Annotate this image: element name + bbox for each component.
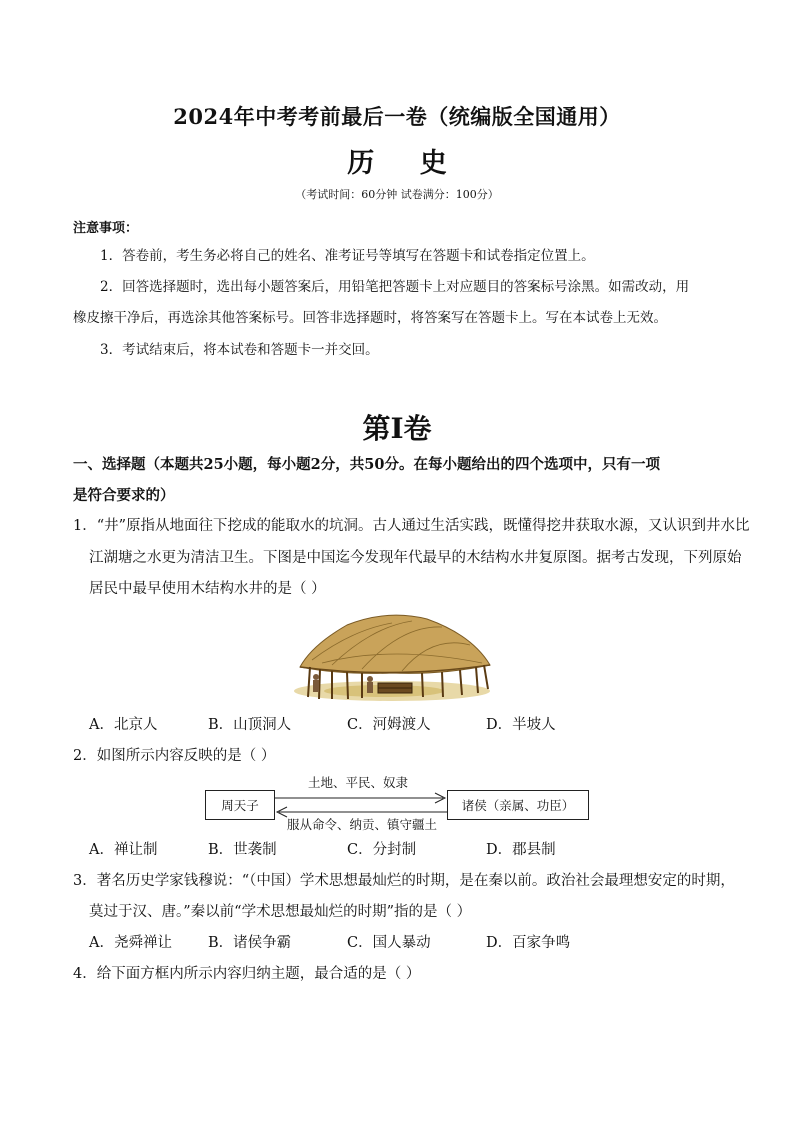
q3-option-c: C．国人暴动 bbox=[347, 935, 431, 951]
q2-option-c: C．分封制 bbox=[347, 842, 417, 858]
q3-line-2: 莫过于汉、唐。”秦以前“学术思想最灿烂的时期”指的是（ ） bbox=[89, 904, 472, 920]
q3-line-1: 3．著名历史学家钱穆说：“（中国）学术思想最灿烂的时期，是在秦以前。政治社会最理想安定的时期， bbox=[73, 873, 735, 889]
q1-option-c: C．河姆渡人 bbox=[347, 717, 431, 733]
wooden-well-reconstruction-image bbox=[292, 605, 498, 703]
q2-diagram-bottom-label: 服从命令、纳贡、镇守疆土 bbox=[287, 817, 438, 832]
exam-info: （考试时间：60分钟 试卷满分：100分） bbox=[295, 188, 499, 201]
part-title: 第Ⅰ卷 bbox=[362, 412, 432, 445]
q2-option-d: D．郡县制 bbox=[486, 842, 556, 858]
notice-item-2-line-2: 橡皮擦干净后，再选涂其他答案标号。回答非选择题时，将答案写在答题卡上。写在本试卷上无效。 bbox=[73, 310, 667, 326]
q2-stem: 2．如图所示内容反映的是（ ） bbox=[73, 748, 276, 764]
q1-option-a: A．北京人 bbox=[89, 717, 158, 733]
q1-option-b: B．山顶洞人 bbox=[208, 717, 292, 733]
section-header-line-2: 是符合要求的） bbox=[73, 487, 175, 504]
q2-option-b: B．世袭制 bbox=[208, 842, 277, 858]
q3-option-d: D．百家争鸣 bbox=[486, 935, 571, 951]
q1-option-d: D．半坡人 bbox=[486, 717, 556, 733]
q1-line-3: 居民中最早使用木结构水井的是（ ） bbox=[89, 581, 326, 597]
q2-option-a: A．禅让制 bbox=[89, 842, 158, 858]
q4-stem: 4．给下面方框内所示内容归纳主题，最合适的是（ ） bbox=[73, 966, 421, 982]
q3-option-a: A．尧舜禅让 bbox=[89, 935, 172, 951]
section-header-line-1: 一、选择题（本题共25小题，每小题2分，共50分。在每小题给出的四个选项中，只有一项 bbox=[73, 456, 660, 473]
notice-item-3: 3．考试结束后，将本试卷和答题卡一并交回。 bbox=[100, 342, 379, 358]
q1-line-2: 江湖塘之水更为清洁卫生。下图是中国迄今发现年代最早的木结构水井复原图。据考古发现，下列原始 bbox=[89, 550, 742, 566]
q2-diagram-left-box: 周天子 bbox=[205, 790, 275, 820]
q3-option-b: B．诸侯争霸 bbox=[208, 935, 292, 951]
notice-item-1: 1．答卷前，考生务必将自己的姓名、准考证号等填写在答题卡和试卷指定位置上。 bbox=[100, 248, 595, 264]
q2-diagram-right-box: 诸侯（亲属、功臣） bbox=[447, 790, 589, 820]
subject-title: 历 史 bbox=[347, 148, 465, 179]
notice-heading: 注意事项： bbox=[73, 221, 139, 236]
q2-diagram-top-label: 土地、平民、奴隶 bbox=[308, 775, 409, 790]
exam-title: 2024年中考考前最后一卷（统编版全国通用） bbox=[173, 104, 621, 129]
q1-line-1: 1．“井”原指从地面往下挖成的能取水的坑洞。古人通过生活实践，既懂得挖井获取水源，又认识到井水比 bbox=[73, 518, 750, 534]
notice-item-2-line-1: 2．回答选择题时，选出每小题答案后，用铅笔把答题卡上对应题目的答案标号涂黑。如需改动，用 bbox=[100, 279, 690, 295]
